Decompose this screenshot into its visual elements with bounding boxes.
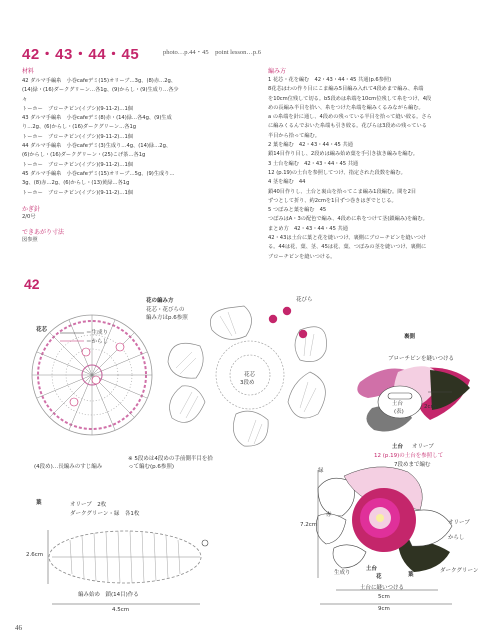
instruction-line: 12 (p.19)の土台を参照してつけ、指定された段数を編む。 — [268, 169, 406, 176]
front-height: 7.2cm — [300, 522, 318, 528]
front-label-olive: オリーブ — [448, 520, 470, 526]
instruction-line: つぼみはA・3の配色で編み、4段めに糸をつけて茎(鎖編み)を編む。 — [268, 216, 428, 223]
leaf-height: 2.6cm — [26, 552, 44, 558]
leaf-width: 4.5cm — [112, 607, 130, 613]
front-label-mustard: からし — [448, 535, 465, 541]
instruction-line: 鎖40目作りし、土台と裏山を拾ってこま編み1段編む。間を2目 — [268, 188, 417, 195]
front-label-red: 赤 — [326, 512, 332, 518]
materials-heading: 材料 — [22, 68, 35, 75]
instruction-line: a の糸端を針に通し、4段めの残っている半目を拾って縫い絞る。さら — [268, 114, 432, 121]
materials-line: 45 ダルマ手編糸 小巻cafeデミ(15)オリーブ…5g、(9)生成り… — [22, 170, 175, 177]
size-heading: できあがり寸法 — [22, 229, 65, 237]
materials-line: 3g、(8)赤…2g、(6)からし・(13)黄緑…各1g — [22, 180, 130, 187]
instruction-line: 8花芯はわの作り目にこま編み5目編み入れて4段めまで編み、糸端 — [268, 86, 424, 93]
materials-line: トーホー ブローチピン(イブシ)(9-11-2)…1個 — [22, 189, 133, 196]
legend-cream: ＝生成り — [86, 330, 109, 336]
instruction-line: 2 葉を編む 42・43・44・45 共通 — [268, 142, 353, 149]
materials-line: トーホー ブローチピン(イブシ)(9-11-2)…1個 — [22, 133, 133, 140]
hook-heading: かぎ針 — [22, 205, 41, 213]
materials-line: 々 — [22, 96, 28, 103]
flower-sub1: 花芯・花びらの — [146, 307, 185, 313]
front-label-base: 土台 — [366, 566, 378, 572]
materials-line: (14)緑・(16)ダークグリーン…各1g、(9)からし・(9)生成り…各少 — [22, 87, 179, 94]
instruction-line: ずつとして折り、約2cmを1目ずつ巻きはぎでとじる。 — [268, 197, 397, 204]
instruction-line: 鎖14目作り目し、2段めは編み始め葉を手引き抜き編みを編む。 — [268, 151, 418, 158]
petal-label: 花びら — [296, 297, 313, 303]
page-number: 46 — [15, 624, 22, 632]
front-label-flower: 花 — [376, 574, 382, 580]
instruction-line: 42・43は土台に葉と花を縫いつけ、裏側にブローチピンを縫いつけ — [268, 235, 427, 242]
instruction-line: まとめ方 42・43・44・45 共通 — [268, 225, 348, 232]
base-label: 土台 — [392, 444, 404, 450]
base-color: オリーブ — [412, 444, 434, 450]
flower-heading: 花の編み方 — [146, 298, 174, 304]
center-chart-label: 花芯 — [36, 327, 48, 333]
materials-line: 43 ダルマ手編糸 小巻cafeデミ(8)赤・(14)緑…各4g、(9)生成 — [22, 115, 172, 122]
page-title: 42・43・44・45 — [22, 46, 140, 63]
materials-line: トーホー ブローチピン(イブシ)(9-11-2)…1個 — [22, 105, 133, 112]
photo-reference: photo…p.44・45 point lesson…p.6 — [163, 49, 262, 56]
instruction-line: めの長編み半目を拾い、糸をつけた糸端を編みくるみながら編む。 — [268, 104, 424, 111]
flower-sub2: 編み方はp.6参照 — [146, 315, 188, 321]
instructions-heading: 編み方 — [268, 68, 287, 75]
instruction-line: 5 つぼみと葉を編む 45 — [268, 207, 327, 214]
legend-mustard: ＝からし — [86, 339, 109, 345]
instruction-line: を10cm位残して切る。b5段めは糸端を10cm位残して糸をつけ、4段 — [268, 95, 432, 102]
materials-line: 42 ダルマ手編糸 小巻cafeデミ(15)オリーブ…3g、(8)赤…2g、 — [22, 78, 176, 84]
materials-line: (6)からし・(16)ダークグリーン・(25)こげ茶…各1g — [22, 152, 146, 159]
materials-line: 44 ダルマ手編糸 小巻cafeデミ(3)生成り…4g、(14)緑…2g、 — [22, 143, 172, 150]
instruction-line: に編みくるんでおいた糸端も引き絞る。花びらは3段めの残っている — [268, 123, 427, 130]
brooch-note: ブローチピンを縫いつける — [388, 356, 455, 362]
instruction-line: 1 花芯・花を編む 42・43・44・45 共通(p.6参照) — [268, 77, 392, 83]
back-view-label: 裏側 — [404, 334, 416, 340]
back-dimension: 2cm — [424, 404, 436, 410]
leaf-line2: ダークグリーン・緑 各1枚 — [70, 511, 140, 517]
instruction-line: る。44は花、葉、茎、45は花、葉、つぼみの茎を縫いつけ、裏側に — [268, 244, 427, 251]
base-note-a: 12 (p.19)の土台を参照して — [374, 453, 444, 459]
materials-line: り…2g、(6)からし・(16)ダークグリーン…各1g — [22, 124, 137, 131]
instruction-line: 半目から拾って編む。 — [268, 132, 320, 139]
flower-center-row: 3段め — [240, 380, 255, 386]
back-base-side: (表) — [394, 409, 404, 415]
base-note-b: 7段めまで編む — [394, 462, 431, 468]
front-label-dgreen: ダークグリーン — [440, 568, 479, 574]
front-width-1: 5cm — [378, 594, 390, 600]
section-number: 42 — [24, 276, 40, 292]
front-width-2: 9cm — [378, 606, 390, 612]
instruction-line: 3 土台を編む 42・43・44・45 共通 — [268, 160, 359, 167]
instruction-line: ブローチピンを縫いつける。 — [268, 253, 336, 260]
flower-center-label: 花芯 — [244, 372, 256, 378]
hook-size: 2/0号 — [22, 213, 36, 220]
back-base-label: 土台 — [392, 401, 404, 407]
materials-line: トーホー ブローチピン(イブシ)(9-11-2)…1個 — [22, 161, 133, 168]
back-view-illustration — [357, 366, 470, 431]
instruction-line: 4 茎を編む 44 — [268, 179, 306, 186]
leaf-line1: オリーブ 2枚 — [70, 502, 107, 508]
front-base-note: 土台に縫いつける — [360, 585, 405, 591]
front-label-leaf: 葉 — [408, 572, 414, 578]
size-value: 図参照 — [22, 237, 38, 244]
front-label-green: 緑 — [318, 468, 324, 474]
center-note-row4: (4段め)…長編みのすじ編み — [34, 464, 103, 470]
leaf-start-note: 編み始め 鎖(14目)作る — [78, 592, 139, 598]
leaf-heading: 葉 — [36, 500, 42, 506]
center-note-row5: ※ 5段めは4段めの手前側半目を拾って編む(p.6参照) — [128, 456, 213, 470]
front-label-cream: 生成り — [334, 570, 351, 576]
